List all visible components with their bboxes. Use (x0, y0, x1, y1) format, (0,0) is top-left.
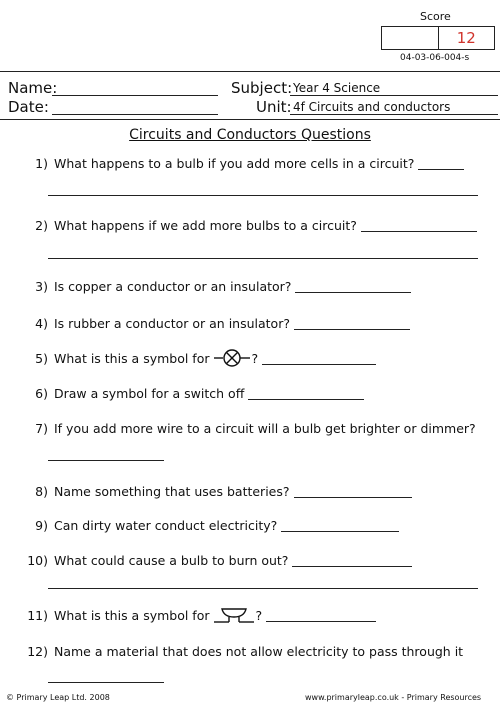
worksheet-code: 04-03-06-004-s (400, 53, 470, 63)
footer-copyright: © Primary Leap Ltd. 2008 (6, 693, 110, 702)
question-text: Name a material that does not allow electricity to pass through it (54, 644, 464, 659)
unit-label: Unit: (256, 98, 292, 116)
answer-line-inline[interactable] (294, 485, 412, 498)
header-bottom-rule (0, 119, 500, 120)
date-field-line[interactable] (52, 114, 218, 115)
answer-line-inline[interactable] (262, 352, 376, 365)
score-value: 12 (456, 29, 476, 47)
question-text: What happens if we add more bulbs to a circuit? (54, 218, 357, 233)
question-number: 6) (35, 386, 48, 401)
question-12 (20, 644, 463, 659)
score-label: Score (420, 10, 451, 23)
question-number: 8) (35, 484, 48, 499)
unit-value: 4f Circuits and conductors (293, 100, 451, 114)
question-number: 2) (35, 218, 48, 233)
answer-line[interactable] (48, 682, 164, 683)
question-number: 5) (35, 350, 48, 366)
question-text: What is this a symbol for (54, 607, 210, 623)
question-number: 10) (27, 553, 48, 568)
question-11 (20, 605, 376, 625)
date-label: Date: (8, 98, 49, 116)
lamp-symbol-icon (214, 348, 250, 368)
answer-line[interactable] (48, 195, 478, 196)
answer-line-inline[interactable] (266, 609, 376, 622)
question-number: 12) (27, 644, 48, 659)
question-text: What could cause a bulb to burn out? (54, 553, 289, 568)
worksheet-title: Circuits and Conductors Questions (129, 127, 371, 143)
question-1 (20, 156, 464, 171)
question-8 (20, 484, 412, 499)
question-text: Draw a symbol for a switch off (54, 386, 245, 401)
answer-line-inline[interactable] (418, 157, 464, 170)
buzzer-symbol-icon (214, 605, 254, 625)
score-box (381, 26, 495, 50)
subject-value: Year 4 Science (293, 81, 381, 95)
question-number: 9) (35, 518, 48, 533)
question-number: 3) (35, 279, 48, 294)
answer-line-inline[interactable] (281, 519, 399, 532)
question-number: 7) (35, 421, 48, 436)
answer-line-inline[interactable] (295, 280, 411, 293)
subject-label: Subject: (231, 79, 293, 97)
question-text: Is rubber a conductor or an insulator? (54, 316, 290, 331)
name-label: Name: (8, 79, 58, 97)
question-10 (20, 553, 412, 568)
question-number: 11) (27, 607, 48, 623)
answer-line-inline[interactable] (248, 387, 364, 400)
question-5 (20, 348, 376, 368)
answer-line-inline[interactable] (292, 554, 412, 567)
question-text-end: ? (251, 350, 259, 366)
question-6 (20, 386, 364, 401)
question-number: 1) (35, 156, 48, 171)
question-text: Name something that uses batteries? (54, 484, 290, 499)
question-2 (20, 218, 477, 233)
question-9 (20, 518, 399, 533)
question-text: If you add more wire to a circuit will a bulb get brighter or dimmer? (54, 421, 476, 436)
footer-website: www.primaryleap.co.uk - Primary Resources (305, 693, 482, 702)
question-number: 4) (35, 316, 48, 331)
question-text: What happens to a bulb if you add more cells in a circuit? (54, 156, 415, 171)
answer-line-inline[interactable] (294, 317, 410, 330)
question-text-end: ? (255, 607, 263, 623)
question-text: What is this a symbol for (54, 350, 210, 366)
question-4 (20, 316, 410, 331)
question-3 (20, 279, 411, 294)
name-field-line[interactable] (52, 95, 218, 96)
unit-field-line (290, 114, 498, 115)
question-text: Can dirty water conduct electricity? (54, 518, 278, 533)
answer-line[interactable] (48, 258, 478, 259)
answer-line-inline[interactable] (361, 219, 477, 232)
answer-line[interactable] (48, 460, 164, 461)
question-7 (20, 421, 476, 436)
score-blank-cell (382, 27, 439, 49)
subject-field-line (290, 95, 498, 96)
header-top-rule (0, 71, 500, 72)
question-text: Is copper a conductor or an insulator? (54, 279, 292, 294)
answer-line[interactable] (48, 588, 478, 589)
